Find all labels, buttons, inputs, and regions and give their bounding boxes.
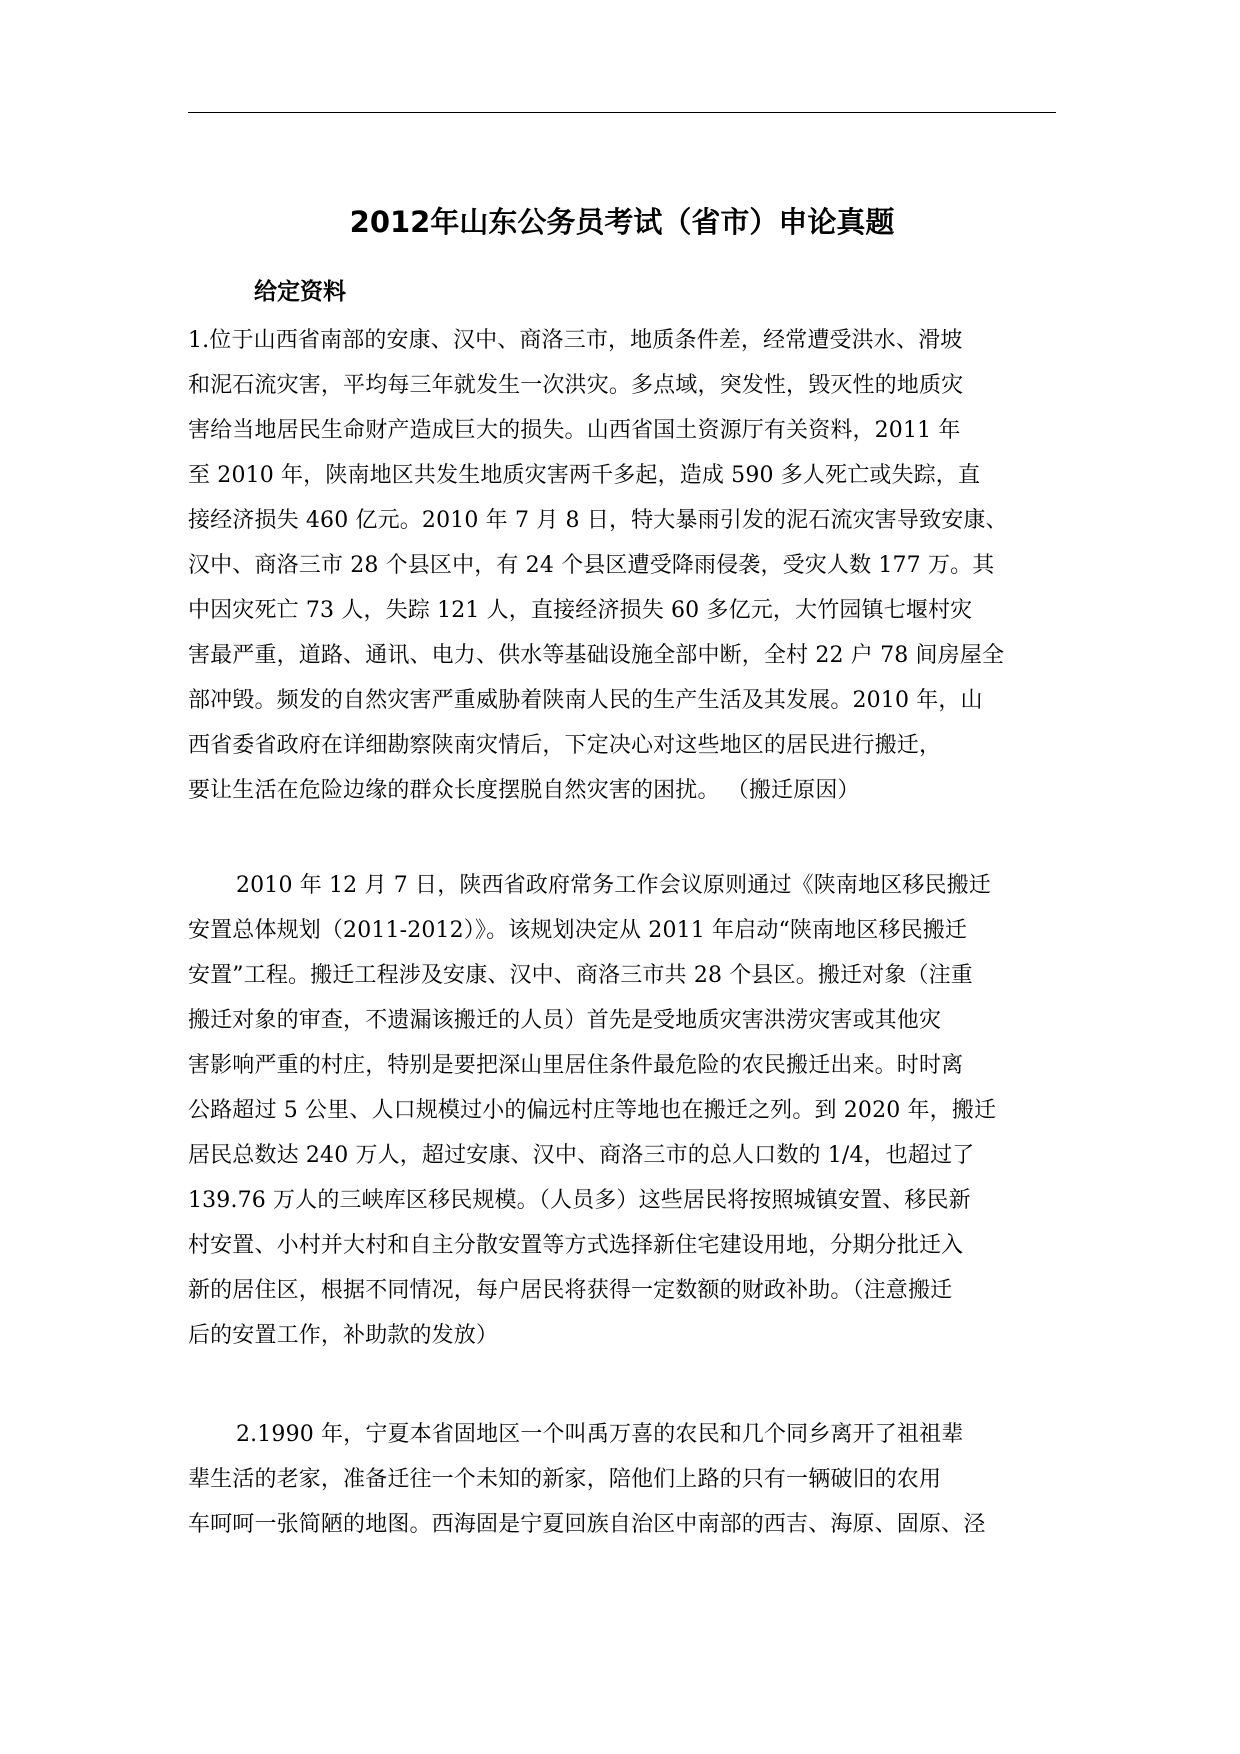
- paragraph-line: 辈生活的老家，准备迁往一个未知的新家，陪他们上路的只有一辆破旧的农用: [188, 1467, 942, 1492]
- paragraph-line: 居民总数达 240 万人，超过安康、汉中、商洛三市的总人口数的 1/4，也超过了: [188, 1143, 975, 1168]
- paragraph-line: 害影响严重的村庄，特别是要把深山里居住条件最危险的农民搬迁出来。时时离: [188, 1053, 964, 1078]
- paragraph-line: 至 2010 年，陕南地区共发生地质灾害两千多起，造成 590 多人死亡或失踪，直: [188, 463, 981, 488]
- paragraph-line: 西省委省政府在详细勘察陕南灾情后，下定决心对这些地区的居民进行搬迁，: [188, 733, 942, 758]
- paragraph-line: 安置总体规划（2011-2012）》。该规划决定从 2011 年启动“陕南地区移民搬迁: [188, 918, 968, 943]
- paragraph-2: [188, 863, 1058, 1358]
- paragraph-line: 害给当地居民生命财产造成巨大的损失。山西省国土资源厅有关资料，2011 年: [188, 418, 961, 443]
- paragraph-line: 1.位于山西省南部的安康、汉中、商洛三市，地质条件差，经常遭受洪水、滑坡: [188, 328, 963, 353]
- paragraph-line: 车呵呵一张简陋的地图。西海固是宁夏回族自治区中南部的西吉、海原、固原、泾: [188, 1512, 986, 1537]
- section-label-given-materials: 给定资料: [254, 279, 346, 305]
- document-title: 2012年山东公务员考试（省市）申论真题: [349, 205, 895, 239]
- paragraph-line: 接经济损失 460 亿元。2010 年 7 月 8 日，特大暴雨引发的泥石流灾害导致安康、: [188, 508, 1008, 533]
- paragraph-line: 汉中、商洛三市 28 个县区中，有 24 个县区遭受降雨侵袭，受灾人数 177 万。其: [188, 553, 995, 578]
- paragraph-line: 和泥石流灾害，平均每三年就发生一次洪灾。多点域，突发性，毁灭性的地质灾: [188, 373, 964, 398]
- paragraph-line: 2010 年 12 月 7 日，陕西省政府常务工作会议原则通过《陕南地区移民搬迁: [236, 873, 991, 898]
- paragraph-line: 139.76 万人的三峡库区移民规模。（人员多）这些居民将按照城镇安置、移民新: [188, 1188, 971, 1213]
- paragraph-3: [188, 1412, 1058, 1547]
- paragraph-line: 要让生活在危险边缘的群众长度摆脱自然灾害的困扰。 （搬迁原因）: [188, 778, 860, 803]
- paragraph-line: 新的居住区，根据不同情况，每户居民将获得一定数额的财政补助。（注意搬迁: [188, 1278, 953, 1303]
- paragraph-line: 公路超过 5 公里、人口规模过小的偏远村庄等地也在搬迁之列。到 2020 年，搬迁: [188, 1098, 997, 1123]
- paragraph-line: 村安置、小村并大村和自主分散安置等方式选择新住宅建设用地，分期分批迁入: [188, 1233, 964, 1258]
- header-divider: [188, 112, 1056, 113]
- paragraph-line: 部冲毁。频发的自然灾害严重威胁着陕南人民的生产生活及其发展。2010 年，山: [188, 688, 983, 713]
- paragraph-line: 害最严重，道路、通讯、电力、供水等基础设施全部中断，全村 22 户 78 间房屋全: [188, 643, 1005, 668]
- paragraph-line: 后的安置工作，补助款的发放）: [188, 1323, 499, 1348]
- paragraph-line: 2.1990 年，宁夏本省固地区一个叫禹万喜的农民和几个同乡离开了祖祖辈: [236, 1422, 964, 1447]
- paragraph-line: 安置”工程。搬迁工程涉及安康、汉中、商洛三市共 28 个县区。搬迁对象（注重: [188, 963, 973, 988]
- paragraph-line: 中因灾死亡 73 人，失踪 121 人，直接经济损失 60 多亿元，大竹园镇七堰村灾: [188, 598, 973, 623]
- paragraph-line: 搬迁对象的审查，不遗漏该搬迁的人员）首先是受地质灾害洪涝灾害或其他灾: [188, 1008, 942, 1033]
- paragraph-1: [188, 318, 1058, 813]
